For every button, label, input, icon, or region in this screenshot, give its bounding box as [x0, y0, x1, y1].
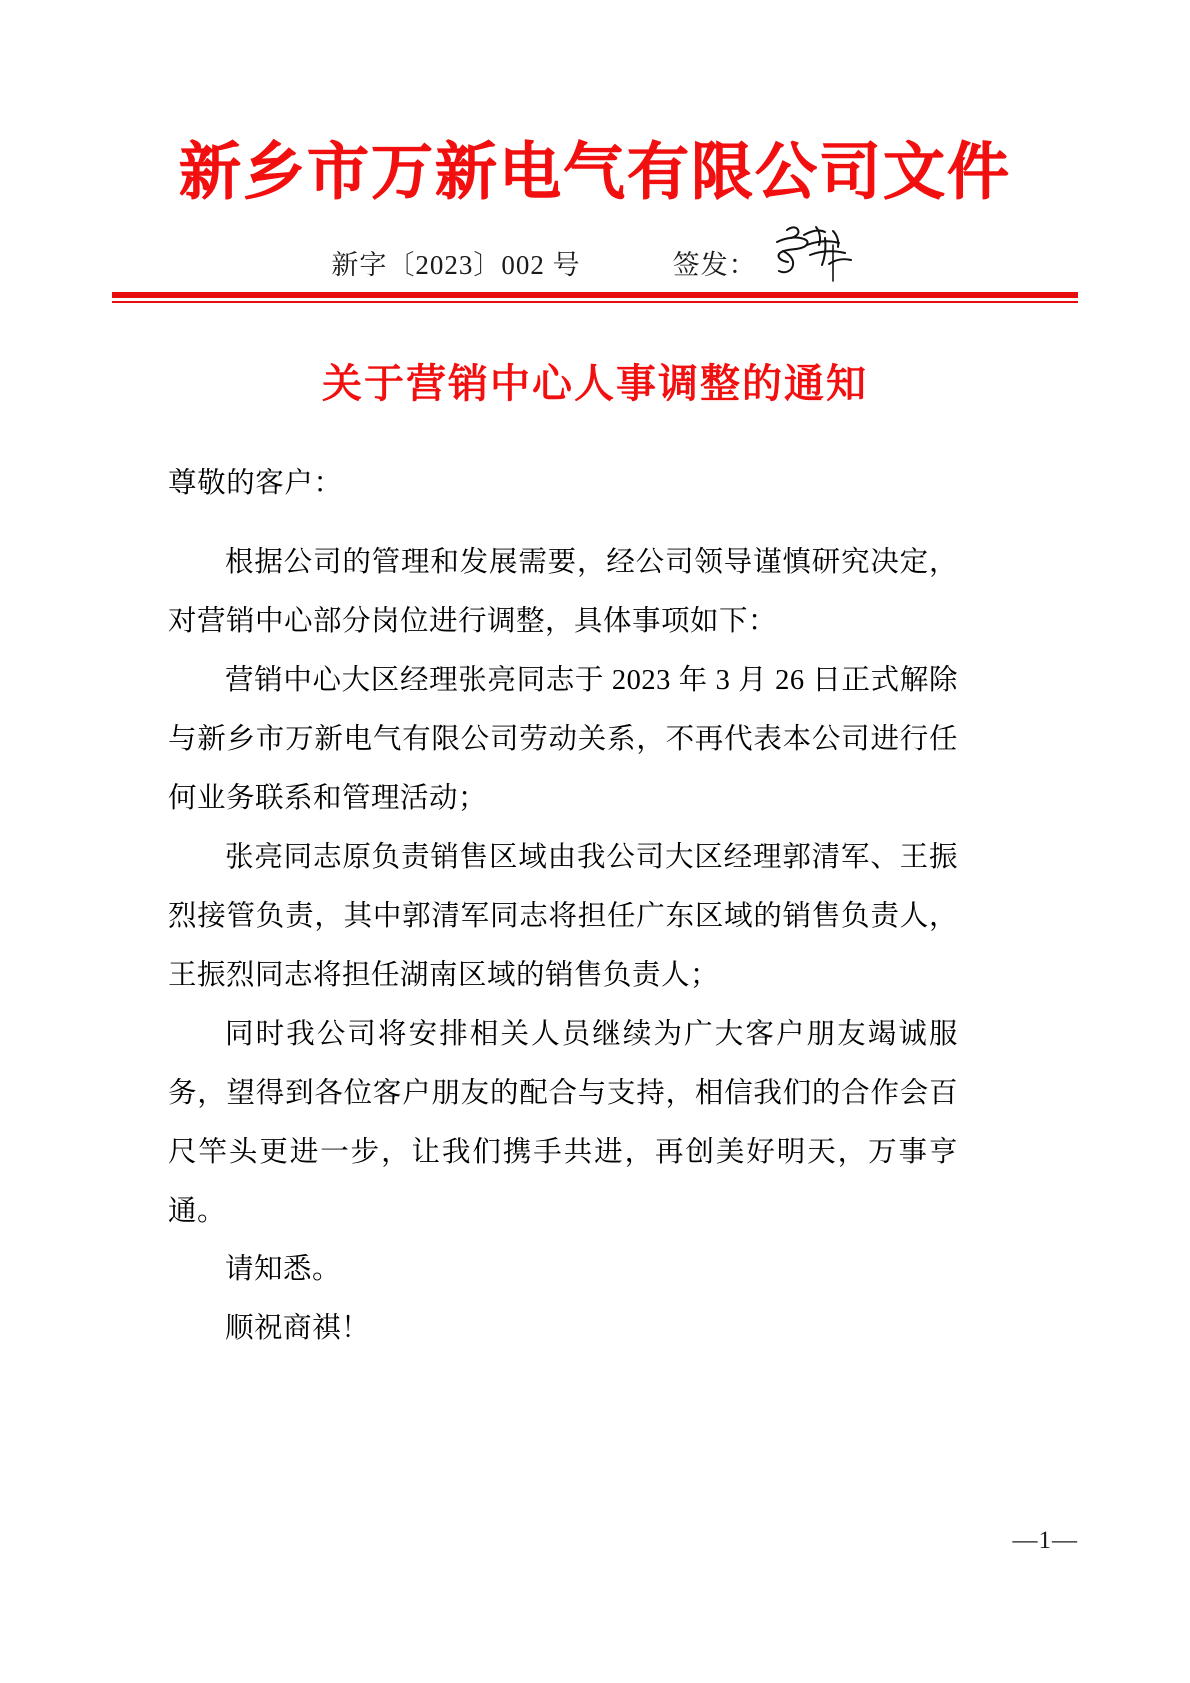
page-number: —1—	[1012, 1527, 1078, 1554]
document-meta-row	[0, 243, 1190, 289]
body-paragraph: 根据公司的管理和发展需要，经公司领导谨慎研究决定，对营销中心部分岗位进行调整，具体事项如下：	[168, 546, 958, 637]
body-paragraph: 同时我公司将安排相关人员继续为广大客户朋友竭诚服务，望得到各位客户朋友的配合与支持，相信我们的合作会百尺竿头更进一步，让我们携手共进，再创美好明天，万事亨通。	[168, 1018, 958, 1227]
red-separator-rule	[112, 292, 1078, 303]
closing-line: 顺祝商祺！	[225, 1313, 371, 1344]
document-number: 新字〔2023〕002 号	[331, 250, 581, 280]
body-paragraph: 营销中心大区经理张亮同志于 2023 年 3 月 26 日正式解除与新乡市万新电气有限公司劳动关系，不再代表本公司进行任何业务联系和管理活动；	[168, 664, 958, 814]
signer-block	[673, 243, 859, 283]
document-title: 关于营销中心人事调整的通知	[322, 362, 868, 406]
organization-title: 新乡市万新电气有限公司文件	[178, 138, 1011, 207]
document-body	[168, 470, 958, 1241]
salutation: 尊敬的客户：	[168, 468, 343, 499]
closing-block	[168, 1240, 958, 1358]
rule-thin-line	[112, 301, 1078, 303]
body-paragraph: 张亮同志原负责销售区域由我公司大区经理郭清军、王振烈接管负责，其中郭清军同志将担任广东区域的销售负责人，王振烈同志将担任湖南区域的销售负责人；	[168, 841, 958, 991]
closing-line: 请知悉。	[225, 1254, 342, 1285]
signer-label: 签发：	[672, 250, 757, 280]
handwritten-signature-icon	[763, 221, 859, 283]
masthead	[0, 140, 1190, 206]
